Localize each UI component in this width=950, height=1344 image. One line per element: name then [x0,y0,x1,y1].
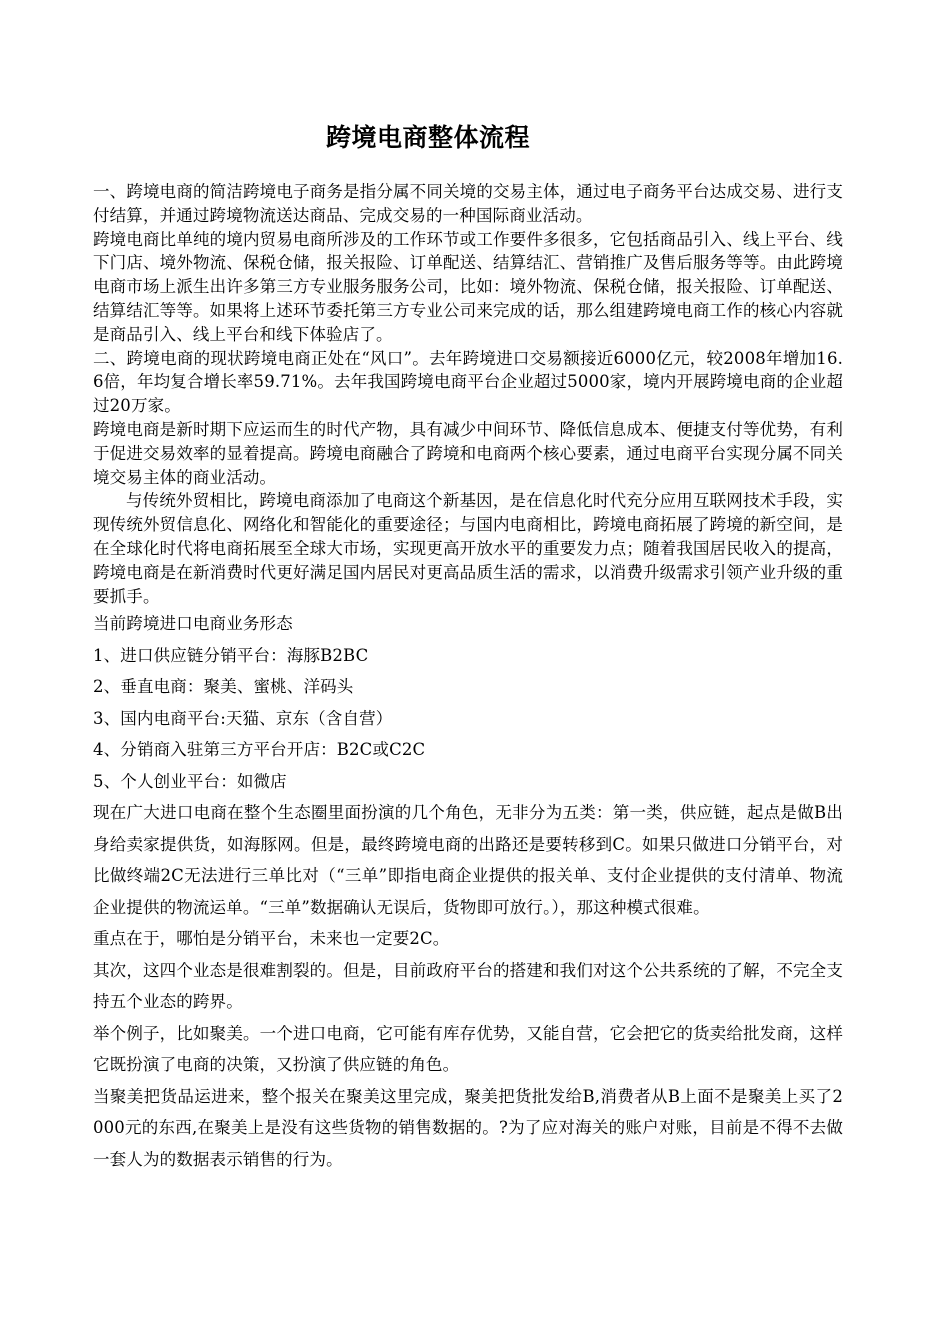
list-item: 3、国内电商平台:天猫、京东（含自营） [93,708,393,728]
list-item: 4、分销商入驻第三方平台开店：B2C或C2C [93,740,426,760]
list-item: 5、个人创业平台：如微店 [93,771,287,791]
business-forms-section [93,608,843,1175]
paragraph-example: 举个例子，比如聚美。一个进口电商，它可能有库存优势，又能自营，它会把它的货卖给批发商，这样它既扮演了电商的决策，又扮演了供应链的角色。 [93,1023,843,1075]
paragraph-comparison: 与传统外贸相比，跨境电商添加了电商这个新基因，是在信息化时代充分应用互联网技术手段，实现传统外贸信息化、网络化和智能化的重要途径；与国内电商相比，跨境电商拓展了跨境的新空间，是在全球化时代将电商拓展至全球大市场，实现更高开放水平的重要发力点；随着我国居民收入的提高，跨境电商是在新消费时代更好满足国内居民对更高品质生活的需求，以消费升级需求引领产业升级的重要抓手。 [93,491,843,606]
paragraph-era: 跨境电商是新时期下应运而生的时代产物，具有减少中间环节、降低信息成本、便捷支付等优势，有利于促进交易效率的显着提高。跨境电商融合了跨境和电商两个核心要素，通过电商平台实现分属不同关境交易主体的商业活动。 [93,419,843,487]
document-title: 跨境电商整体流程 [325,123,530,152]
paragraph-status: 二、跨境电商的现状跨境电商正处在“风口”。去年跨境进口交易额接近6000亿元，较2008年增加16.6倍，年均复合增长率59.71%。去年我国跨境电商平台企业超过5000家，境内开展跨境电商的企业超过20万家。 [93,348,843,416]
list-item: 2、垂直电商：聚美、蜜桃、洋码头 [93,677,354,697]
paragraph-key-point: 重点在于，哪怕是分销平台，未来也一定要2C。 [93,929,450,949]
list-item: 1、进口供应链分销平台：海豚B2BC [93,645,369,665]
document-body [93,120,843,1175]
paragraph-scope: 跨境电商比单纯的境内贸易电商所涉及的工作环节或工作要件多很多，它包括商品引入、线上平台、线下门店、境外物流、保税仓储，报关报险、订单配送、结算结汇、营销推广及售后服务等等。由此跨境电商市场上派生出许多第三方专业服务服务公司，比如：境外物流、保税仓储，报关报险、订单配送、结算结汇等等。如果将上述环节委托第三方专业公司来完成的话，那么组建跨境电商工作的核心内容就是商品引入、线上平台和线下体验店了。 [93,229,843,344]
paragraph-intro: 一、跨境电商的简洁跨境电子商务是指分属不同关境的交易主体，通过电子商务平台达成交易、进行支付结算，并通过跨境物流送达商品、完成交易的一种国际商业活动。 [93,182,843,225]
list-heading: 当前跨境进口电商业务形态 [93,614,293,634]
paragraph-roles: 现在广大进口电商在整个生态圈里面扮演的几个角色，无非分为五类：第一类，供应链，起点是做B出身给卖家提供货，如海豚网。但是，最终跨境电商的出路还是要转移到C。如果只做进口分销平台，对比做终端2C无法进行三单比对（“三单”即指电商企业提供的报关单、支付企业提供的支付清单、物流企业提供的物流运单。“三单”数据确认无误后，货物即可放行。），那这种模式很难。 [93,803,843,917]
paragraph-customs: 当聚美把货品运进来，整个报关在聚美这里完成，聚美把货批发给B,消费者从B上面不是聚美上买了2000元的东西,在聚美上是没有这些货物的销售数据的。?为了应对海关的账户对账，目前是不得不去做一套人为的数据表示销售的行为。 [93,1086,843,1169]
paragraph-second: 其次，这四个业态是很难割裂的。但是，目前政府平台的搭建和我们对这个公共系统的了解，不完全支持五个业态的跨界。 [93,960,843,1012]
